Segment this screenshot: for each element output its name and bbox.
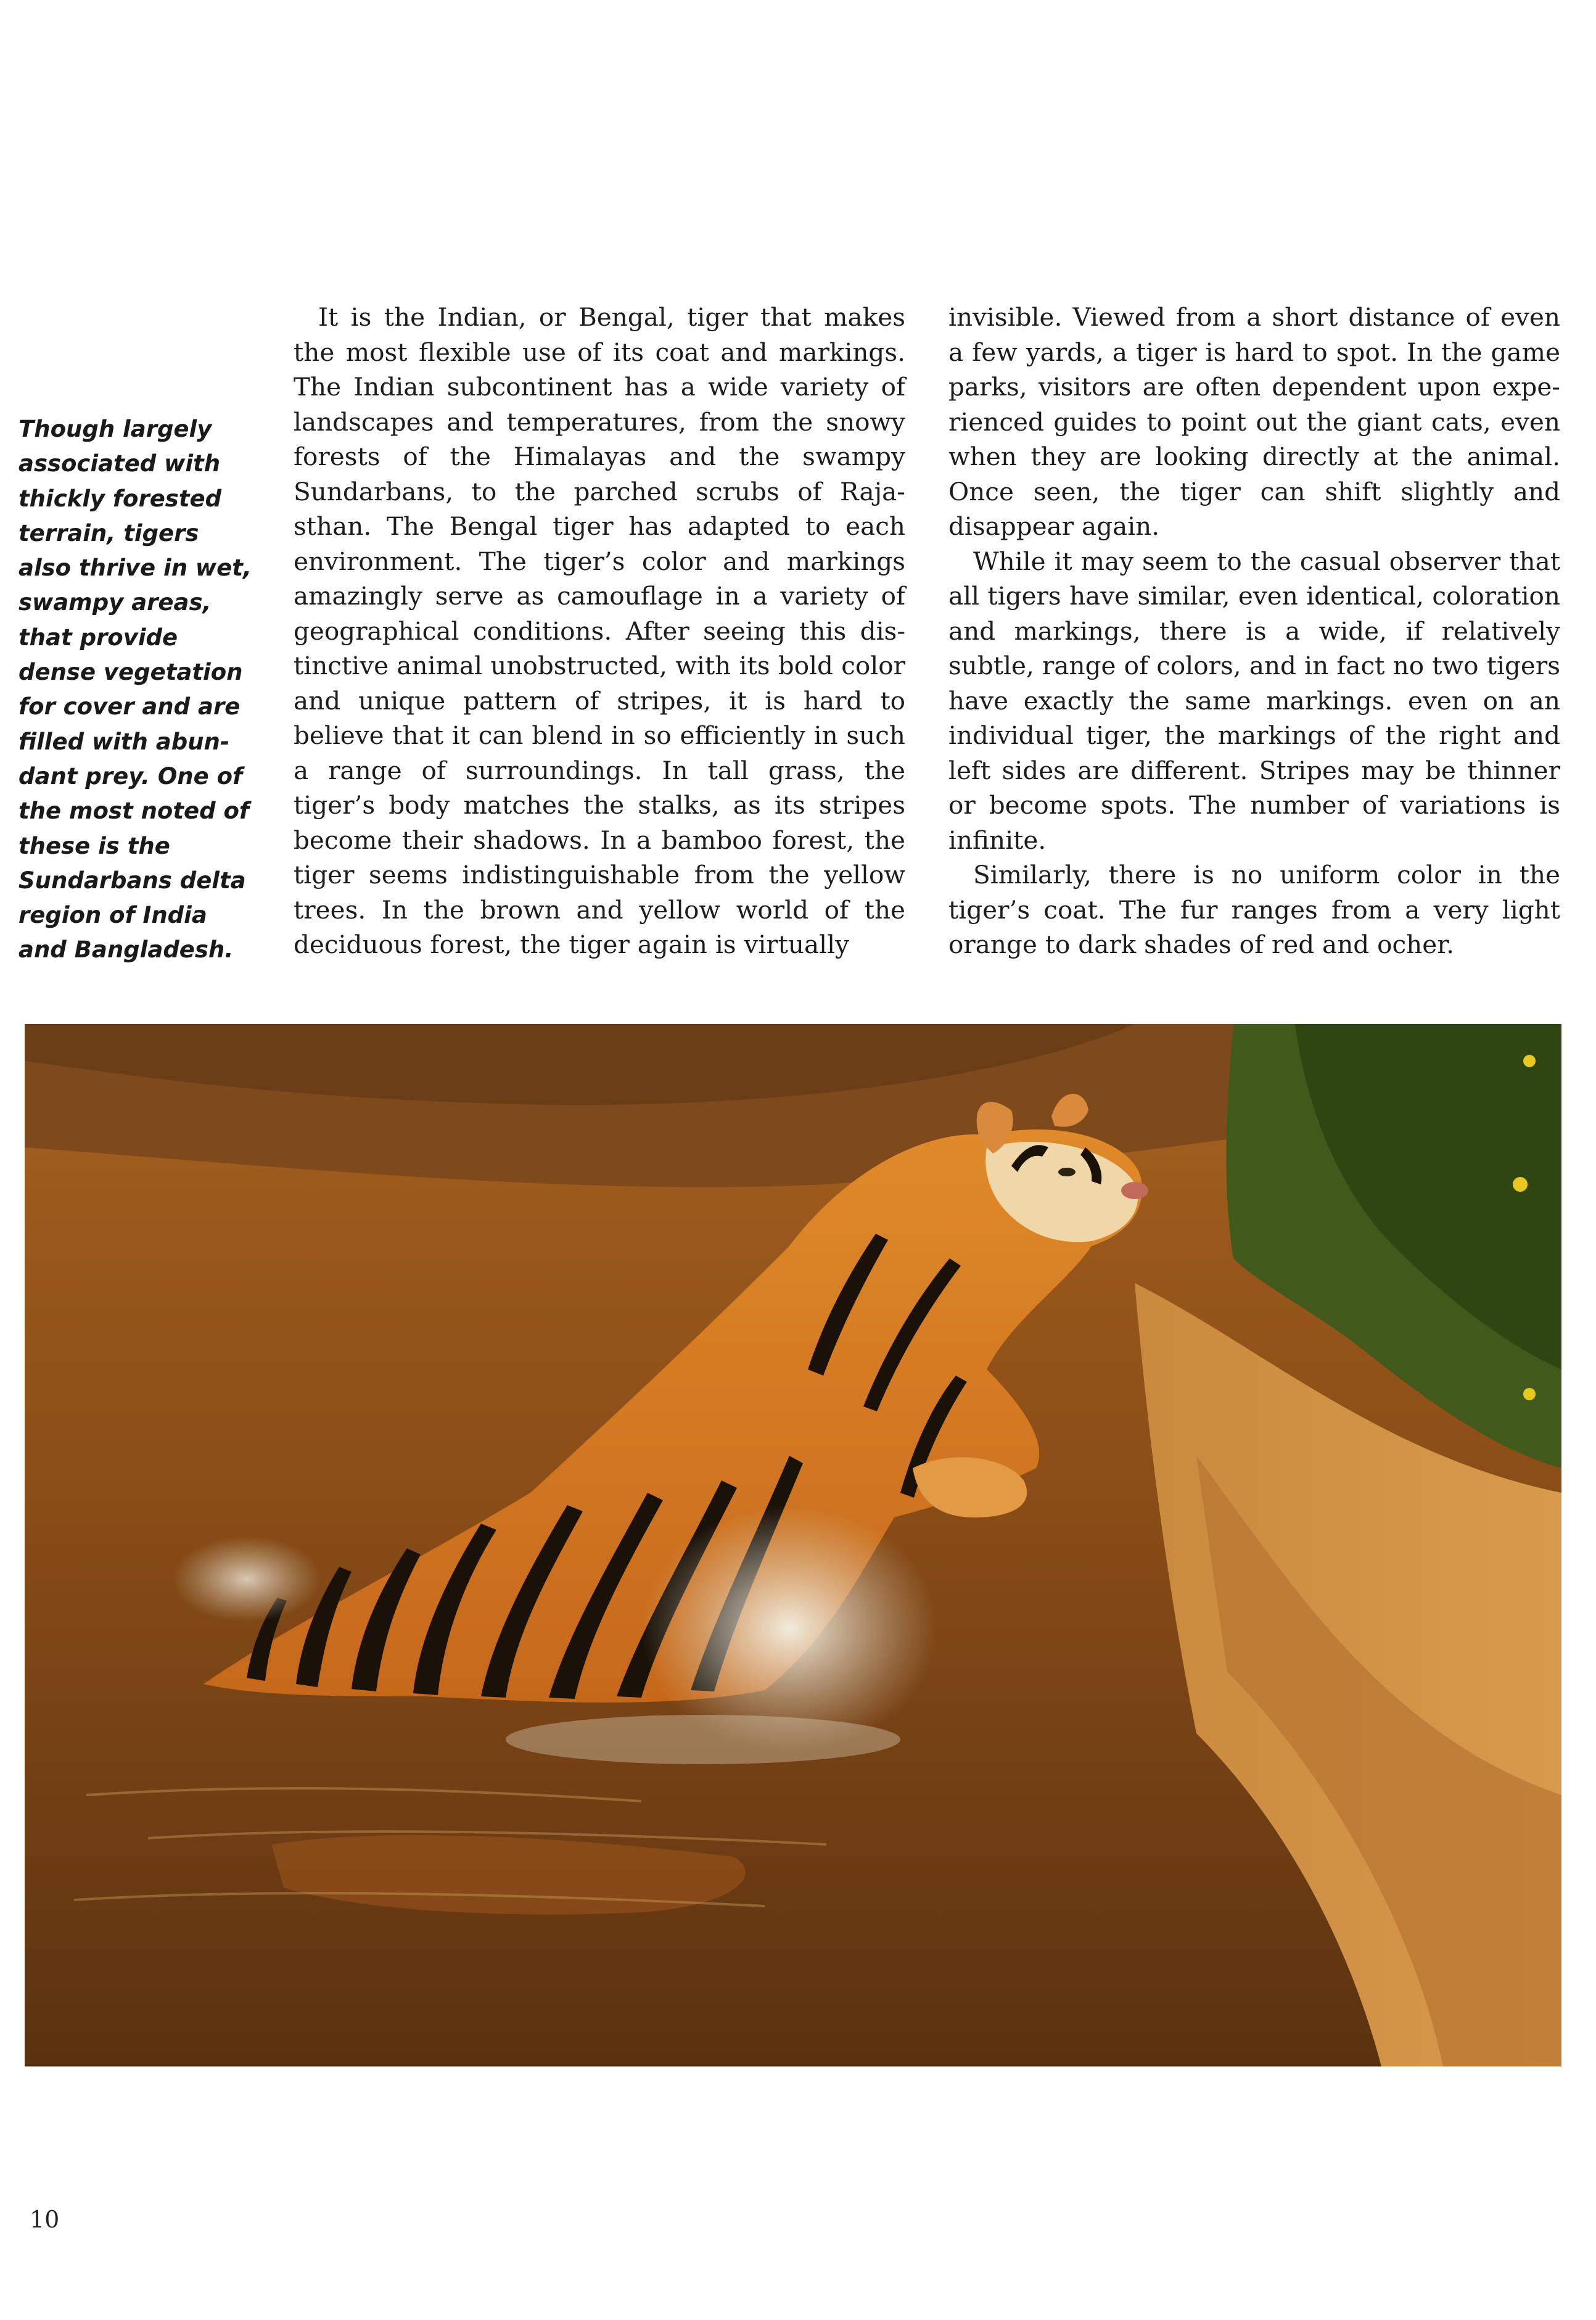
body-paragraph: It is the Indian, or Bengal, tiger that makes the most flexible use of its coat and markings. The Indian subcontinent has a wide variety of landscapes and temperatures, from the snowy forests of the Himalayas and the swampy Sundarbans, to the parched scrubs of Raja-sthan. The Bengal tiger has adapted to each environment. The tiger’s color and markings amazingly serve as camouflage in a variety of geographical conditions. After seeing this dis-tinctive animal unobstructed, with its bold color and unique pattern of stripes, it is hard to believe that it can blend in so efficiently in such a range of surroundings. In tall grass, the tiger’s body matches the stalks, as its stripes become their shadows. In a bamboo forest, the tiger seems indistinguishable from the yellow trees. In the brown and yellow world of the deciduous forest, the tiger again is virtually: [294, 302, 905, 959]
body-paragraph: While it may seem to the casual observer that all tigers have similar, even identical, coloration and markings, there is a wide, if relatively subtle, range of colors, and in fact no two tigers have exactly the same markings. even on an individual tiger, the markings of the right and left sides are different. Stripes may be thinner or become spots. The number of variations is infinite.: [948, 546, 1560, 855]
body-paragraph: Similarly, there is no uniform color in the tiger’s coat. The fur ranges from a very light orange to dark shades of red and ocher.: [948, 860, 1560, 959]
tiger-photograph: [25, 1024, 1561, 2066]
text-column-1: [294, 300, 905, 962]
sidebar-caption: Though largely associated with thickly forested terrain, tigers also thrive in wet, swampy areas, that provide dense vegetation for cover and are filled with abun-dant prey. One of the most noted of these is the Sundarbans delta region of India and Bangladesh.: [19, 416, 252, 964]
page-number: 10: [30, 2206, 60, 2233]
body-paragraph: invisible. Viewed from a short distance of even a few yards, a tiger is hard to spot. In the game parks, visitors are often dependent upon expe-rienced guides to point out the giant cats, even when they are looking directly at the animal. Once seen, the tiger can shift slightly and disappear again.: [948, 302, 1560, 541]
text-column-2: [948, 300, 1560, 962]
